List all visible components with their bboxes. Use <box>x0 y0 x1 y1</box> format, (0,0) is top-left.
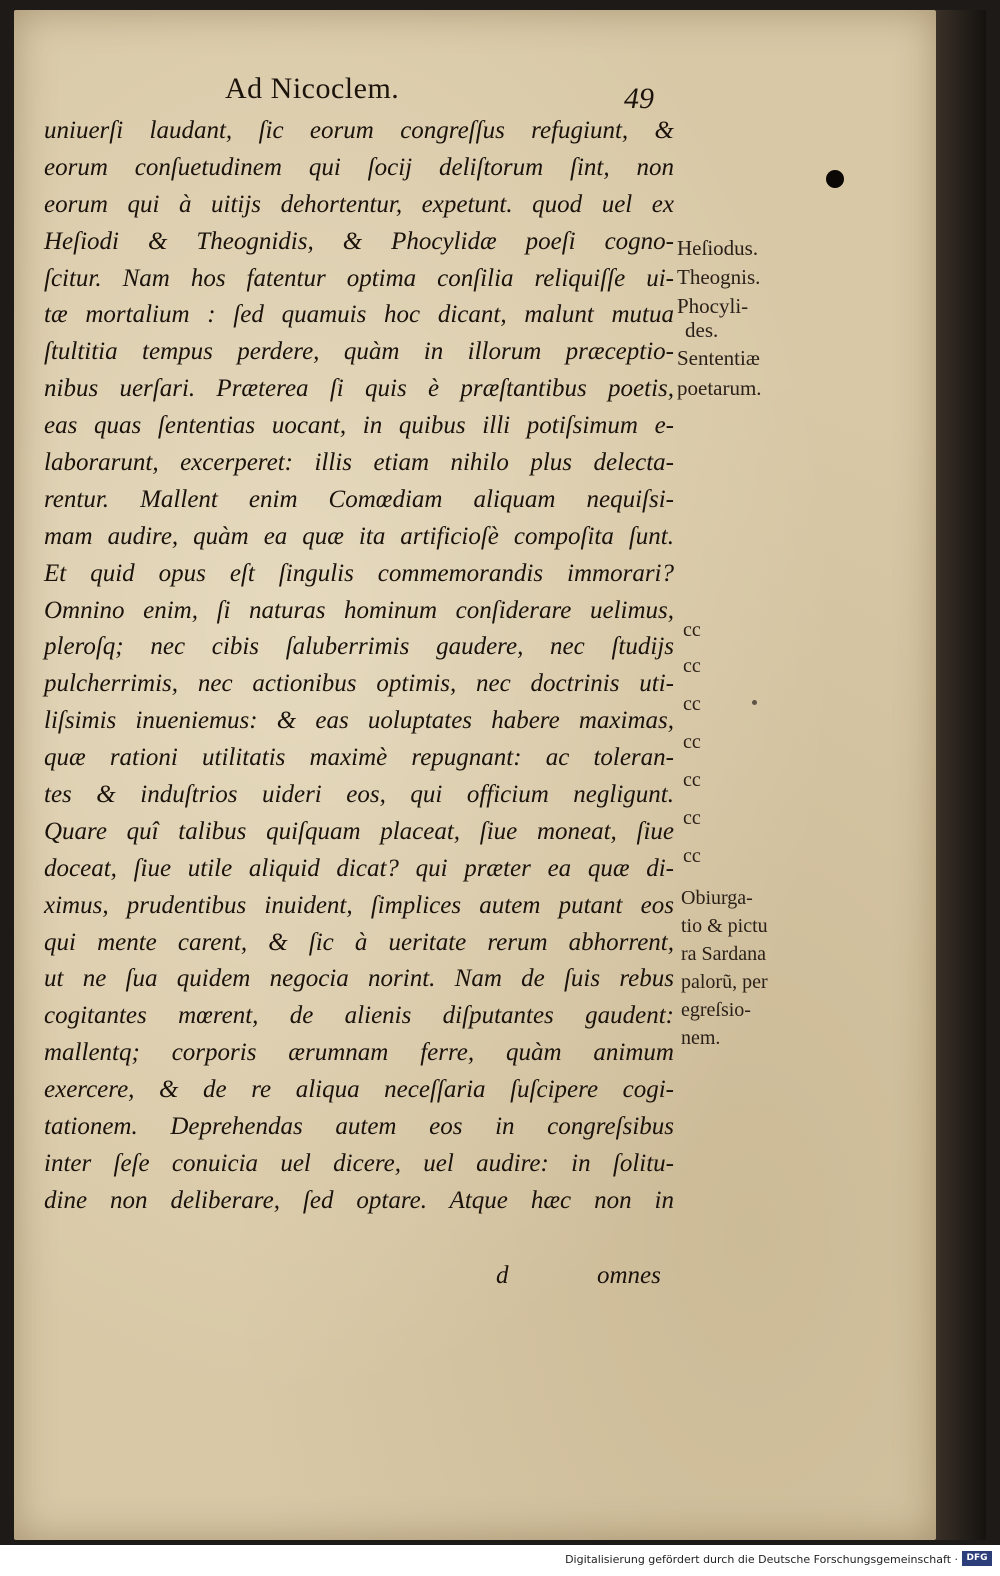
margin-note-line: Sententiæ <box>677 346 760 370</box>
text-line: mam audire, quàm ea quæ ita artificioſè compoſita ſunt. <box>44 522 674 550</box>
text-line: uniuerſi laudant, ſic eorum congreſſus refugiunt, & <box>44 117 674 144</box>
page-edge-shadow <box>936 10 986 1540</box>
margin-note-line: des. <box>685 318 719 342</box>
footer-credit: Digitalisierung gefördert durch die Deutsche Forschungsgemeinschaft · <box>565 1553 958 1566</box>
text-line: Omnino enim, ſi naturas hominum conſiderare uelimus, <box>44 596 674 624</box>
text-line: liſsimis inueniemus: & eas uoluptates habere maximas, <box>44 707 674 735</box>
margin-note-line: nem. <box>681 1027 721 1049</box>
quote-mark-icon: cc <box>683 769 701 791</box>
signature-and-catchword <box>496 1262 661 1290</box>
quote-mark-icon: cc <box>683 731 701 753</box>
text-line: doceat, ſiue utile aliquid dicat? qui præter ea quæ di- <box>44 854 674 882</box>
running-head: Ad Nicoclem. <box>225 72 400 105</box>
text-line: nibus uerſari. Præterea ſi quis è præſtantibus poetis, <box>44 375 674 403</box>
margin-note-line: Phocyli- <box>677 294 749 318</box>
text-line: Heſiodi & Theognidis, & Phocylidæ poeſi cogno- <box>44 227 674 255</box>
text-line: qui mente carent, & ſic à ueritate rerum abhorrent, <box>44 928 674 956</box>
text-line: ximus, prudentibus inuident, ſimplices autem putant eos <box>44 891 674 919</box>
text-line: ut ne ſua quidem negocia norint. Nam de ſuis rebus <box>44 965 674 993</box>
text-line: eorum conſuetudinem qui ſocij deliſtorum ſint, non <box>44 153 674 181</box>
text-line: quæ rationi utilitatis maximè repugnant: ac toleran- <box>44 744 674 772</box>
margin-note-line: ra Sardana <box>681 943 766 965</box>
catchword: omnes <box>597 1262 661 1289</box>
margin-note-line: palorũ, per <box>681 971 768 993</box>
text-line: Quare quî talibus quiſquam placeat, ſiue moneat, ſiue <box>44 817 674 845</box>
text-line: exercere, & de re aliqua neceſſaria ſuſcipere cogi- <box>44 1076 674 1104</box>
text-line: dine non deliberare, ſed optare. Atque hæc non in <box>44 1186 674 1214</box>
page-number: 49 <box>624 82 654 115</box>
text-line: cogitantes mœrent, de alienis diſputantes gaudent: <box>44 1002 674 1030</box>
quote-mark-icon: cc <box>683 845 701 867</box>
dfg-logo: DFG <box>962 1551 992 1566</box>
margin-note-line: poetarum. <box>677 376 762 400</box>
ink-blot-icon <box>826 170 844 188</box>
quote-mark-icon: cc <box>683 807 701 829</box>
text-line: pulcherrimis, nec actionibus optimis, nec doctrinis uti- <box>44 670 674 698</box>
text-line: laborarunt, excerperet: illis etiam nihilo plus delecta- <box>44 449 674 477</box>
text-line: ſtultitia tempus perdere, quàm in illorum præceptio- <box>44 338 674 366</box>
margin-note-poets <box>677 236 762 400</box>
margin-note-line: egreſsio- <box>681 999 751 1021</box>
text-line: eas quas ſententias uocant, in quibus illi potiſsimum e- <box>44 412 674 440</box>
text-line: ſcitur. Nam hos fatentur optima conſilia reliquiſſe ui- <box>44 264 674 292</box>
margin-note-line: Obiurga- <box>681 887 753 909</box>
signature-mark: d <box>496 1262 509 1289</box>
quote-mark-icon: cc <box>683 693 701 715</box>
margin-note-reproach <box>681 886 768 1050</box>
quote-mark-icon: cc <box>683 619 701 641</box>
margin-note-line: tio & pictu <box>681 915 768 937</box>
quote-mark-icon: cc <box>683 655 701 677</box>
ink-speck-icon <box>752 700 757 705</box>
margin-note-line: Theognis. <box>677 265 761 289</box>
text-line: mallentq; corporis ærumnam ferre, quàm animum <box>44 1039 674 1067</box>
text-line: tes & induſtrios uideri eos, qui officium negligunt. <box>44 781 674 809</box>
text-line: inter ſeſe conuicia uel dicere, uel audire: in ſolitu- <box>44 1149 674 1177</box>
margin-note-line: Heſiodus. <box>677 236 759 260</box>
text-line: Et quid opus eſt ſingulis commemorandis immorari? <box>44 559 674 587</box>
text-line: tationem. Deprehendas autem eos in congreſsibus <box>44 1113 674 1141</box>
text-line: tæ mortalium : ſed quamuis hoc dicant, malunt mutua <box>44 301 674 329</box>
text-line: pleroſq; nec cibis ſaluberrimis gaudere, nec ſtudijs <box>44 633 674 661</box>
text-line: eorum qui à uitijs dehortentur, expetunt. quod uel ex <box>44 190 674 218</box>
main-text-block <box>44 113 674 1220</box>
text-line: rentur. Mallent enim Comœdiam aliquam nequiſsi- <box>44 485 674 513</box>
